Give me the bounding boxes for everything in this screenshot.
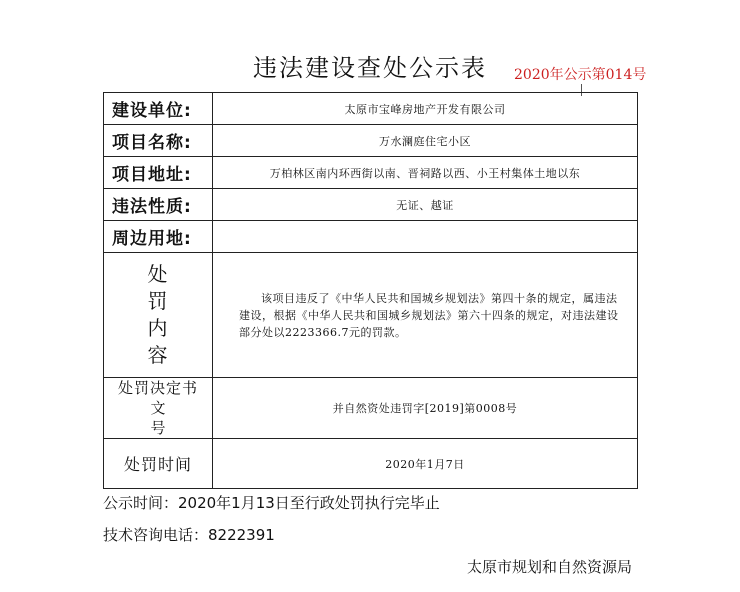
issuer: 太原市规划和自然资源局 [466, 558, 632, 576]
value-penalty-content [213, 253, 638, 378]
label-decision-line1: 处罚决定书 [117, 379, 198, 397]
label-char: 内 [147, 316, 169, 340]
label-decision-no [104, 378, 213, 439]
value-decision-no: 并自然资处违罚字[2019]第0008号 [213, 378, 638, 439]
value-project-name: 万水澜庭住宅小区 [213, 125, 638, 157]
row-unit [104, 93, 638, 125]
label-decision-line2: 文号 [150, 399, 196, 437]
label-penalty-content [104, 253, 213, 378]
row-penalty-content [104, 253, 638, 378]
document-number: 2020年公示第014号 [514, 67, 647, 83]
label-nature: 违法性质: [104, 189, 213, 221]
notice-table [103, 92, 638, 489]
label-project-name: 项目名称: [104, 125, 213, 157]
value-unit: 太原市宝峰房地产开发有限公司 [213, 93, 638, 125]
row-decision-no [104, 378, 638, 439]
value-address: 万柏林区南内环西街以南、晋祠路以西、小王村集体土地以东 [213, 157, 638, 189]
value-surrounding [213, 221, 638, 253]
row-nature [104, 189, 638, 221]
label-surrounding: 周边用地: [104, 221, 213, 253]
label-address: 项目地址: [104, 157, 213, 189]
page-title: 违法建设查处公示表 [253, 54, 487, 82]
penalty-content-text: 该项目违反了《中华人民共和国城乡规划法》第四十条的规定，属违法建设，根据《中华人民共和国城乡规划法》第六十四条的规定，对违法建设部分处以2223366.7元的罚款。 [239, 291, 619, 339]
row-address [104, 157, 638, 189]
row-surrounding [104, 221, 638, 253]
hotline: 技术咨询电话：8222391 [103, 526, 275, 544]
label-unit: 建设单位: [104, 93, 213, 125]
label-char: 处 [147, 262, 169, 286]
publicity-period: 公示时间：2020年1月13日至行政处罚执行完毕止 [103, 494, 440, 512]
value-nature: 无证、越证 [213, 189, 638, 221]
label-char: 罚 [147, 289, 169, 313]
row-project-name [104, 125, 638, 157]
row-penalty-time [104, 439, 638, 489]
label-char: 容 [147, 343, 169, 367]
value-penalty-time: 2020年1月7日 [213, 439, 638, 489]
label-penalty-time: 处罚时间 [104, 439, 213, 489]
